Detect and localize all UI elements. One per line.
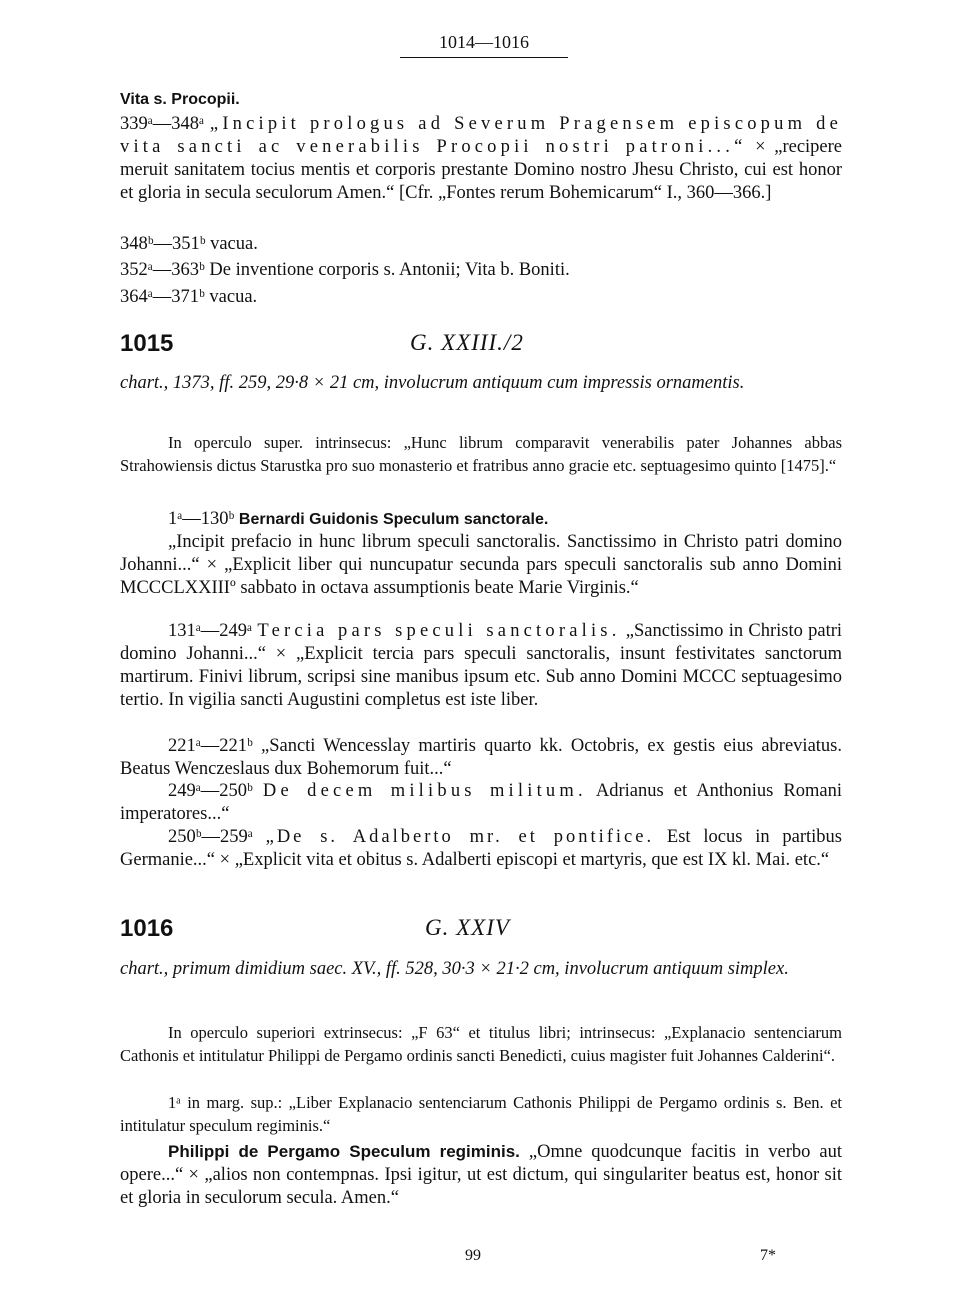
entry-1014-item-2 <box>120 233 842 256</box>
folio-range: 131ᵃ—249ᵃ <box>168 621 253 641</box>
work-title: Bernardi Guidonis Speculum sanctorale. <box>238 511 549 528</box>
folio-range: 221ᵃ—221ᵇ <box>168 736 253 756</box>
entry-1015-note: In operculo super. intrinsecus: „Hunc librum comparavit venerabilis pater Johannes abbas Strahowiensis dictus Starustka pro suo monasterio et fratribus anno gracie etc. septuagesimo quinto [1475].“ <box>120 433 842 475</box>
folio-range: 352ᵃ—363ᵇ <box>120 260 205 280</box>
entry-1016-note: In operculo superiori extrinsecus: „F 63“ et titulus libri; intrinsecus: „Explanacio sentenciarum Cathonis et intitulatur Philippi de Pergamo ordinis sancti Benedicti, cuius magister fuit Johannes Calderini“. <box>120 1023 842 1065</box>
entry-1014-item-4 <box>120 286 842 309</box>
folio-range: 249ᵃ—250ᵇ <box>168 781 253 801</box>
entry-1015-item-1 <box>120 620 842 712</box>
work-title: Philippi de Pergamo Speculum regiminis. <box>168 1142 520 1161</box>
item-text: vacua. <box>205 234 258 254</box>
entry-1015-item-4 <box>120 826 842 872</box>
entry-1016-number: 1016 <box>120 915 174 942</box>
item-text: Est locus in partibus Germanie...“ × „Explicit vita et obitus s. Adalberti episcopi et martyris, que est IX kl. Mai. etc.“ <box>120 827 843 870</box>
item-text: De inventione corporis s. Antonii; Vita b. Boniti. <box>204 260 570 280</box>
entry-1015-number: 1015 <box>120 330 174 357</box>
entry-1015-item-3 <box>120 780 842 826</box>
item-text: vacua. <box>204 287 258 307</box>
entry-1016-main <box>120 1140 842 1210</box>
entry-1016-note-2 <box>120 1092 842 1137</box>
folio-range: 250ᵇ—259ᵃ <box>168 827 253 847</box>
entry-1015-shelfmark: G. XXIII./2 <box>410 330 524 355</box>
running-head: 1014—1016 <box>400 32 568 58</box>
entry-1014-item-3 <box>120 259 842 282</box>
section-title: Tercia pars speculi sanctoralis. <box>257 621 621 641</box>
item-text: „Sancti Wencesslay martiris quarto kk. Octobris, ex gestis eius abreviatus. Beatus Wenczeslaus dux Bohemorum fuit...“ <box>120 736 842 779</box>
folio-range: 1ᵃ—130ᵇ <box>168 509 235 529</box>
section-title: „De s. Adalberto mr. et pontifice. <box>265 827 655 847</box>
item-text: „Sanctissimo in Christo patri domino Johanni...“ × „Explicit tercia pars speculi sanctoralis, insunt festivitates sanctorum martirum. Finivi librum, scripsi sine manibus ipsum etc. Sub anno Domini MCCC septuagesimo tertio. In vigilia sancti Augustini completus est iste liber. <box>120 621 843 710</box>
folio-range: 364ᵃ—371ᵇ <box>120 287 205 307</box>
entry-1016-shelfmark: G. XXIV <box>425 915 510 940</box>
entry-1016-description: chart., primum dimidium saec. XV., ff. 528, 30·3 × 21·2 cm, involucrum antiquum simplex. <box>120 959 789 979</box>
item-text: Adrianus et Anthonius Romani imperatores...“ <box>120 781 842 824</box>
main-text: „Omne quodcunque facitis in verbo aut opere...“ × „alios non contempnas. Ipsi igitur, ut est dictum, qui singulariter beatus est, honor sit et gloria in seculorum secula. Amen.“ <box>120 1142 842 1208</box>
page-number: 99 <box>465 1247 481 1264</box>
entry-1014-item-1 <box>120 113 842 205</box>
entry-1015-item-2 <box>120 735 842 781</box>
incipit: „Incipit prologus ad Severum Pragensem episcopum de vita sancti ac venerabilis Procopii nostri patroni...“ <box>120 114 843 157</box>
folio-range: 339ᵃ—348ᵃ <box>120 114 205 134</box>
note-text: in marg. sup.: „Liber Explanacio sentenciarum Cathonis Philippi de Pergamo ordinis s. Ben. et intitulatur speculum regiminis.“ <box>120 1093 842 1135</box>
signature-mark: 7* <box>760 1247 776 1264</box>
folio-range: 348ᵇ—351ᵇ <box>120 234 206 254</box>
entry-1014-title: Vita s. Procopii. <box>120 91 240 108</box>
entry-1015-main-text: „Incipit prefacio in hunc librum speculi sanctoralis. Sanctissimo in Christo patri domino Johanni...“ × „Explicit liber qui nuncupatur secunda pars speculi sanctoralis sub anno Domini MCCCLXXIIIº sabbato in octava assumptionis beate Marie Virginis.“ <box>120 532 842 598</box>
item-text: × „recipere meruit sanitatem tocius mentis et corporis prestante Domino nostro Jhesu Christo, cui est honor et gloria in secula seculorum Amen.“ [Cfr. „Fontes rerum Bohemicarum“ I., 360—366.] <box>120 137 842 203</box>
entry-1015-description: chart., 1373, ff. 259, 29·8 × 21 cm, involucrum antiquum cum impressis ornamentis. <box>120 373 745 393</box>
entry-1015-main-heading <box>168 508 842 531</box>
entry-1014-title-line <box>120 88 842 111</box>
folio-range: 1ᵃ <box>168 1093 181 1112</box>
section-title: De decem milibus militum. <box>262 781 587 801</box>
